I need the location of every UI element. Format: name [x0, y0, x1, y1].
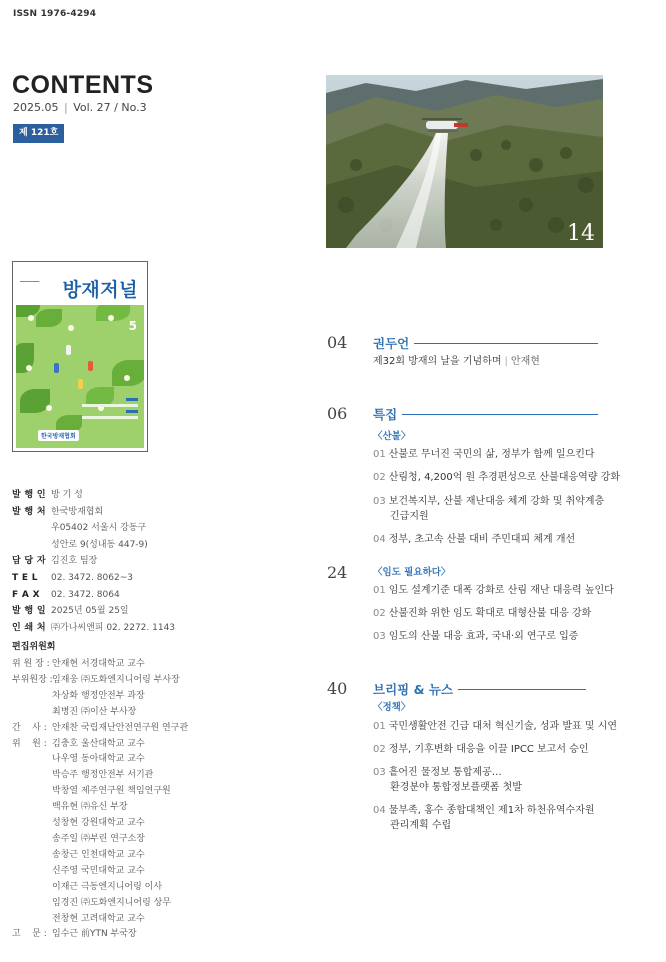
committee-row [12, 673, 188, 689]
committee-member: 성창현 강원대학교 교수 [52, 818, 145, 829]
committee-role [12, 912, 52, 928]
committee-member: 전창현 고려대학교 교수 [52, 913, 145, 924]
committee-role: 고 문 : [12, 929, 47, 940]
toc-item-number: 03 [373, 631, 386, 642]
committee-row [12, 752, 188, 768]
section-title: 브리핑 & 뉴스 [373, 682, 453, 697]
issue-date: 2025.05 [13, 101, 59, 114]
separator: | [64, 101, 68, 114]
toc-item-title: 산불진화 위한 임도 확대로 대형산불 대응 강화 [388, 608, 592, 619]
cover-tag-lines [82, 398, 138, 428]
section-rule [458, 689, 586, 690]
toc-category: 〈임도 필요하다〉 [373, 567, 451, 578]
masthead-value: 2025년 05월 25일 [51, 606, 129, 617]
issue-number-badge: 제 121호 [13, 124, 64, 143]
toc-item-number: 04 [373, 534, 386, 545]
committee-member: 신주영 국민대학교 교수 [52, 865, 145, 876]
photo-page-number: 14 [567, 221, 595, 246]
section-rule [414, 343, 598, 344]
masthead-row [12, 570, 175, 587]
masthead-row [12, 603, 175, 620]
toc-item[interactable] [373, 720, 617, 734]
toc-item-number: 01 [373, 449, 386, 460]
toc-item-continuation[interactable] [390, 781, 522, 795]
committee-role [12, 752, 52, 768]
committee-member: 임재웅 ㈜도화엔지니어링 부사장 [52, 674, 180, 685]
toc-item-title-line2: 긴급지원 [390, 511, 429, 522]
toc-category: 〈정책〉 [373, 702, 411, 713]
toc-item-title-line2: 관리계획 수립 [390, 820, 452, 831]
toc-item-title-line2: 환경분야 통합정보플랫폼 첫발 [390, 782, 522, 793]
committee-member: 김충호 울산대학교 교수 [52, 738, 145, 749]
section-page-number: 24 [327, 563, 348, 582]
issue-volume: Vol. 27 / No.3 [73, 101, 147, 114]
masthead-label: 발 행 인 [12, 490, 46, 500]
masthead-row [12, 620, 175, 637]
toc-category: 〈산불〉 [373, 431, 411, 442]
toc-item-title: 보건복지부, 산불 재난대응 체계 강화 및 취약계층 [388, 496, 605, 507]
toc-item-title: 정부, 초고속 산불 대비 주민대피 체계 개선 [388, 534, 576, 545]
committee-role [12, 768, 52, 784]
masthead-value: ㈜가나씨앤피 02. 2272. 1143 [51, 622, 176, 633]
toc-item[interactable] [373, 630, 578, 644]
toc-item-number: 02 [373, 472, 386, 483]
issn-label: ISSN 1976-4294 [13, 9, 97, 19]
masthead-label: 담 당 자 [12, 556, 46, 567]
committee-row [12, 880, 188, 896]
masthead-row [12, 504, 175, 521]
committee-row [12, 657, 188, 673]
masthead-label: 발 행 일 [12, 606, 46, 617]
issue-line [13, 101, 147, 114]
committee-member: 안재찬 국립재난안전연구원 연구관 [52, 722, 189, 733]
masthead-value: 02. 3472. 8062~3 [51, 572, 133, 583]
committee-role [12, 864, 52, 880]
committee-role [12, 880, 52, 896]
toc-item-title: 제32회 방재의 날을 기념하며 [373, 356, 502, 367]
masthead-value: 방 기 성 [51, 490, 83, 500]
toc-item-title: 산불로 무너진 국민의 삶, 정부가 함께 일으킨다 [388, 449, 595, 460]
committee-row [12, 800, 188, 816]
toc-item-author: 안재현 [510, 356, 540, 367]
toc-item-title: 임도 설계기준 대폭 강화로 산림 재난 대응력 높인다 [388, 585, 614, 596]
committee-list [12, 657, 188, 943]
separator: | [504, 356, 508, 367]
committee-row [12, 848, 188, 864]
committee-row [12, 721, 188, 737]
committee-role [12, 689, 52, 705]
toc-item[interactable] [373, 533, 575, 547]
toc-item-title: 임도의 산불 대응 효과, 국내·외 연구로 입증 [388, 631, 579, 642]
toc-item-continuation[interactable] [390, 819, 451, 833]
toc-item-number: 03 [373, 767, 386, 778]
committee-member: 임수근 前YTN 부국장 [52, 929, 137, 940]
committee-row [12, 705, 188, 721]
masthead-label [12, 520, 51, 537]
section-page-number: 06 [327, 404, 348, 423]
masthead-value: 우05402 서울시 강동구 [51, 523, 147, 534]
masthead-list [12, 487, 175, 636]
toc-item[interactable] [373, 804, 595, 818]
toc-item[interactable] [373, 766, 502, 780]
committee-row [12, 816, 188, 832]
toc-item-number: 02 [373, 608, 386, 619]
toc-item-continuation[interactable] [390, 510, 429, 524]
toc-item[interactable] [373, 584, 614, 598]
section-header [373, 680, 586, 698]
cover-title: 방재저널 [62, 279, 138, 301]
firefighting-helicopter-photo [326, 75, 603, 248]
masthead-label: T E L [12, 572, 38, 583]
masthead-value: 한국방재협회 [51, 506, 104, 517]
committee-row [12, 832, 188, 848]
toc-item-title: 흩어진 물정보 통합제공… [388, 767, 502, 778]
toc-item[interactable] [373, 448, 595, 462]
committee-row [12, 784, 188, 800]
toc-item-title: 물부족, 홍수 종합대책인 제1차 하천유역수자원 [388, 805, 595, 816]
toc-item-number: 04 [373, 805, 386, 816]
section-header [373, 334, 598, 352]
committee-member: 박승주 행정안전부 서기관 [52, 770, 154, 781]
committee-member: 안재현 서경대학교 교수 [52, 659, 145, 669]
section-rule [402, 414, 598, 415]
committee-role: 부위원장 : [12, 674, 53, 685]
committee-member: 송창근 인천대학교 교수 [52, 849, 145, 860]
committee-member: 박창열 제주연구원 책임연구원 [52, 786, 171, 797]
masthead-row [12, 487, 175, 504]
committee-member: 송주일 ㈜부린 연구소장 [52, 833, 145, 844]
masthead-value: 02. 3472. 8064 [51, 589, 120, 600]
committee-member: 백유현 ㈜유신 부장 [52, 802, 128, 813]
committee-role [12, 848, 52, 864]
masthead-label [12, 537, 51, 554]
committee-member: 차상화 행정안전부 과장 [52, 690, 145, 701]
toc-item-title: 국민생활안전 긴급 대처 혁신기술, 성과 발표 및 시연 [388, 721, 618, 732]
cover-small-text: ━━━━━━━━ [20, 279, 40, 284]
committee-member: 임경진 ㈜도화엔지니어링 상무 [52, 897, 172, 908]
committee-role [12, 800, 52, 816]
section-title: 특집 [373, 407, 398, 422]
committee-row [12, 737, 188, 753]
toc-item[interactable] [373, 471, 620, 485]
committee-member: 최병진 ㈜이산 부사장 [52, 706, 137, 717]
masthead-value: 김진호 팀장 [51, 556, 98, 567]
committee-role [12, 705, 52, 721]
section-title: 권두언 [373, 336, 410, 351]
toc-item[interactable] [373, 743, 589, 757]
masthead-value: 성안로 9(성내동 447-9) [51, 539, 148, 550]
masthead-label: 인 쇄 처 [12, 622, 46, 633]
toc-item-number: 01 [373, 585, 386, 596]
committee-role [12, 816, 52, 832]
committee-row [12, 896, 188, 912]
committee-row [12, 768, 188, 784]
committee-role [12, 832, 52, 848]
contents-title: CONTENTS [12, 71, 154, 99]
toc-item[interactable] [373, 355, 540, 369]
masthead-row [12, 537, 175, 554]
masthead-row [12, 520, 175, 537]
toc-item-title: 산림청, 4,200억 원 추경편성으로 산불대응역량 강화 [388, 472, 620, 483]
committee-member: 이재근 극동엔지니어링 이사 [52, 881, 163, 892]
toc-item[interactable] [373, 607, 591, 621]
toc-item-number: 01 [373, 721, 386, 732]
cover-publisher-logo: 한국방재협회 [38, 430, 79, 441]
section-page-number: 04 [327, 333, 348, 352]
cover-issue-number: 5 [128, 319, 137, 333]
magazine-cover-image [12, 261, 148, 452]
committee-row [12, 912, 188, 928]
toc-item-number: 02 [373, 744, 386, 755]
section-page-number: 40 [327, 679, 348, 698]
committee-role: 위 원 : [12, 738, 47, 749]
committee-title: 편집위원회 [12, 642, 56, 652]
masthead-row [12, 587, 175, 604]
masthead-label: F A X [12, 589, 40, 600]
committee-row [12, 927, 188, 943]
toc-item[interactable] [373, 495, 604, 509]
committee-member: 나우영 동아대학교 교수 [52, 754, 145, 765]
section-header [373, 405, 598, 423]
masthead-row [12, 553, 175, 570]
toc-item-number: 03 [373, 496, 386, 507]
committee-row [12, 864, 188, 880]
masthead-label: 발 행 처 [12, 506, 46, 517]
committee-role: 위 원 장 : [12, 659, 50, 669]
committee-row [12, 689, 188, 705]
committee-role: 간 사 : [12, 722, 47, 733]
toc-item-title: 정부, 기후변화 대응을 이끌 IPCC 보고서 승인 [388, 744, 589, 755]
committee-role [12, 896, 52, 912]
photo-illustration [326, 75, 603, 248]
committee-role [12, 784, 52, 800]
